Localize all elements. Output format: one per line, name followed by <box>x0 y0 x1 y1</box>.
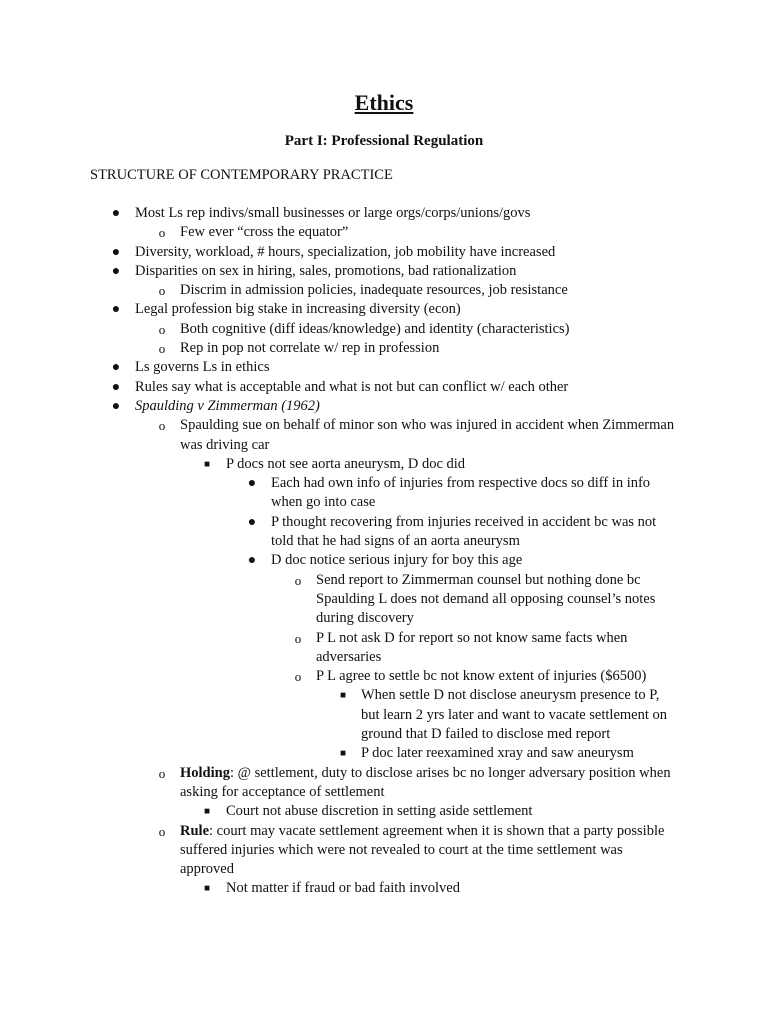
square-bullet-icon: ■ <box>339 748 347 760</box>
list-item: o Send report to Zimmerman counsel but nothing done bc Spaulding L does not demand all opposing counsel’s notes during discovery <box>0 571 768 629</box>
list-item: ● Each had own info of injuries from respective docs so diff in info when go into case <box>0 474 768 513</box>
list-item: o Discrim in admission policies, inadequate resources, job resistance <box>0 281 768 300</box>
disc-bullet-icon: ● <box>111 244 121 260</box>
rule-label: Rule <box>180 822 209 839</box>
list-item: ■ Not matter if fraud or bad faith involved <box>0 879 768 898</box>
circle-bullet-icon: o <box>158 341 166 357</box>
list-item: ● Legal profession big stake in increasing diversity (econ) <box>0 300 768 319</box>
list-item: o Rep in pop not correlate w/ rep in profession <box>0 339 768 358</box>
list-item-holding: o Holding: @ settlement, duty to disclose arises bc no longer adversary position when asking for acceptance of settlement <box>0 764 768 803</box>
list-item: ● P thought recovering from injuries received in accident bc was not told that he had signs of an aorta aneurysm <box>0 513 768 552</box>
list-item: ■ Court not abuse discretion in setting aside settlement <box>0 802 768 821</box>
circle-bullet-icon: o <box>294 572 302 588</box>
list-item-case-name: ● Spaulding v Zimmerman (1962) <box>0 397 768 416</box>
disc-bullet-icon: ● <box>247 553 257 569</box>
disc-bullet-icon: ● <box>111 263 121 279</box>
list-item: ● Ls governs Ls in ethics <box>0 358 768 377</box>
disc-bullet-icon: ● <box>111 206 121 221</box>
square-bullet-icon: ■ <box>203 806 211 818</box>
circle-bullet-icon: o <box>158 823 166 839</box>
list-item: o Spaulding sue on behalf of minor son who was injured in accident when Zimmerman was driving car <box>0 416 768 455</box>
list-item: ● Most Ls rep indivs/small businesses or large orgs/corps/unions/govs <box>0 204 768 223</box>
holding-label: Holding <box>180 764 230 781</box>
circle-bullet-icon: o <box>158 321 166 337</box>
document-title: Ethics <box>354 90 414 115</box>
square-bullet-icon: ■ <box>339 690 347 702</box>
list-item: o Few ever “cross the equator” <box>0 223 768 242</box>
list-item-rule: o Rule: court may vacate settlement agreement when it is shown that a party possible suffered injuries which were not revealed to court at the time settlement was approved <box>0 822 768 880</box>
list-item: o P L not ask D for report so not know same facts when adversaries <box>0 629 768 668</box>
list-item: o Both cognitive (diff ideas/knowledge) and identity (characteristics) <box>0 320 768 339</box>
disc-bullet-icon: ● <box>247 514 257 530</box>
disc-bullet-icon: ● <box>111 302 121 318</box>
square-bullet-icon: ■ <box>203 458 211 470</box>
circle-bullet-icon: o <box>158 225 166 241</box>
circle-bullet-icon: o <box>158 765 166 781</box>
circle-bullet-icon: o <box>158 418 166 434</box>
square-bullet-icon: ■ <box>203 883 211 895</box>
list-item: ■ When settle D not disclose aneurysm presence to P, but learn 2 yrs later and want to vacate settlement on ground that D failed to disclose med report <box>0 686 768 744</box>
section-heading: STRUCTURE OF CONTEMPORARY PRACTICE <box>90 167 393 183</box>
outline-list <box>0 204 768 899</box>
circle-bullet-icon: o <box>158 283 166 299</box>
list-item: o P L agree to settle bc not know extent of injuries ($6500) <box>0 667 768 686</box>
disc-bullet-icon: ● <box>247 476 257 492</box>
circle-bullet-icon: o <box>294 669 302 685</box>
list-item: ● Rules say what is acceptable and what is not but can conflict w/ each other <box>0 378 768 397</box>
list-item: ■ P doc later reexamined xray and saw aneurysm <box>0 744 768 763</box>
disc-bullet-icon: ● <box>111 379 121 395</box>
list-item: ● D doc notice serious injury for boy this age <box>0 551 768 570</box>
list-item: ● Disparities on sex in hiring, sales, promotions, bad rationalization <box>0 262 768 281</box>
circle-bullet-icon: o <box>294 630 302 646</box>
disc-bullet-icon: ● <box>111 398 121 414</box>
list-item: ● Diversity, workload, # hours, specialization, job mobility have increased <box>0 243 768 262</box>
list-item: ■ P docs not see aorta aneurysm, D doc did <box>0 455 768 474</box>
disc-bullet-icon: ● <box>111 360 121 376</box>
part-heading: Part I: Professional Regulation <box>284 133 484 149</box>
